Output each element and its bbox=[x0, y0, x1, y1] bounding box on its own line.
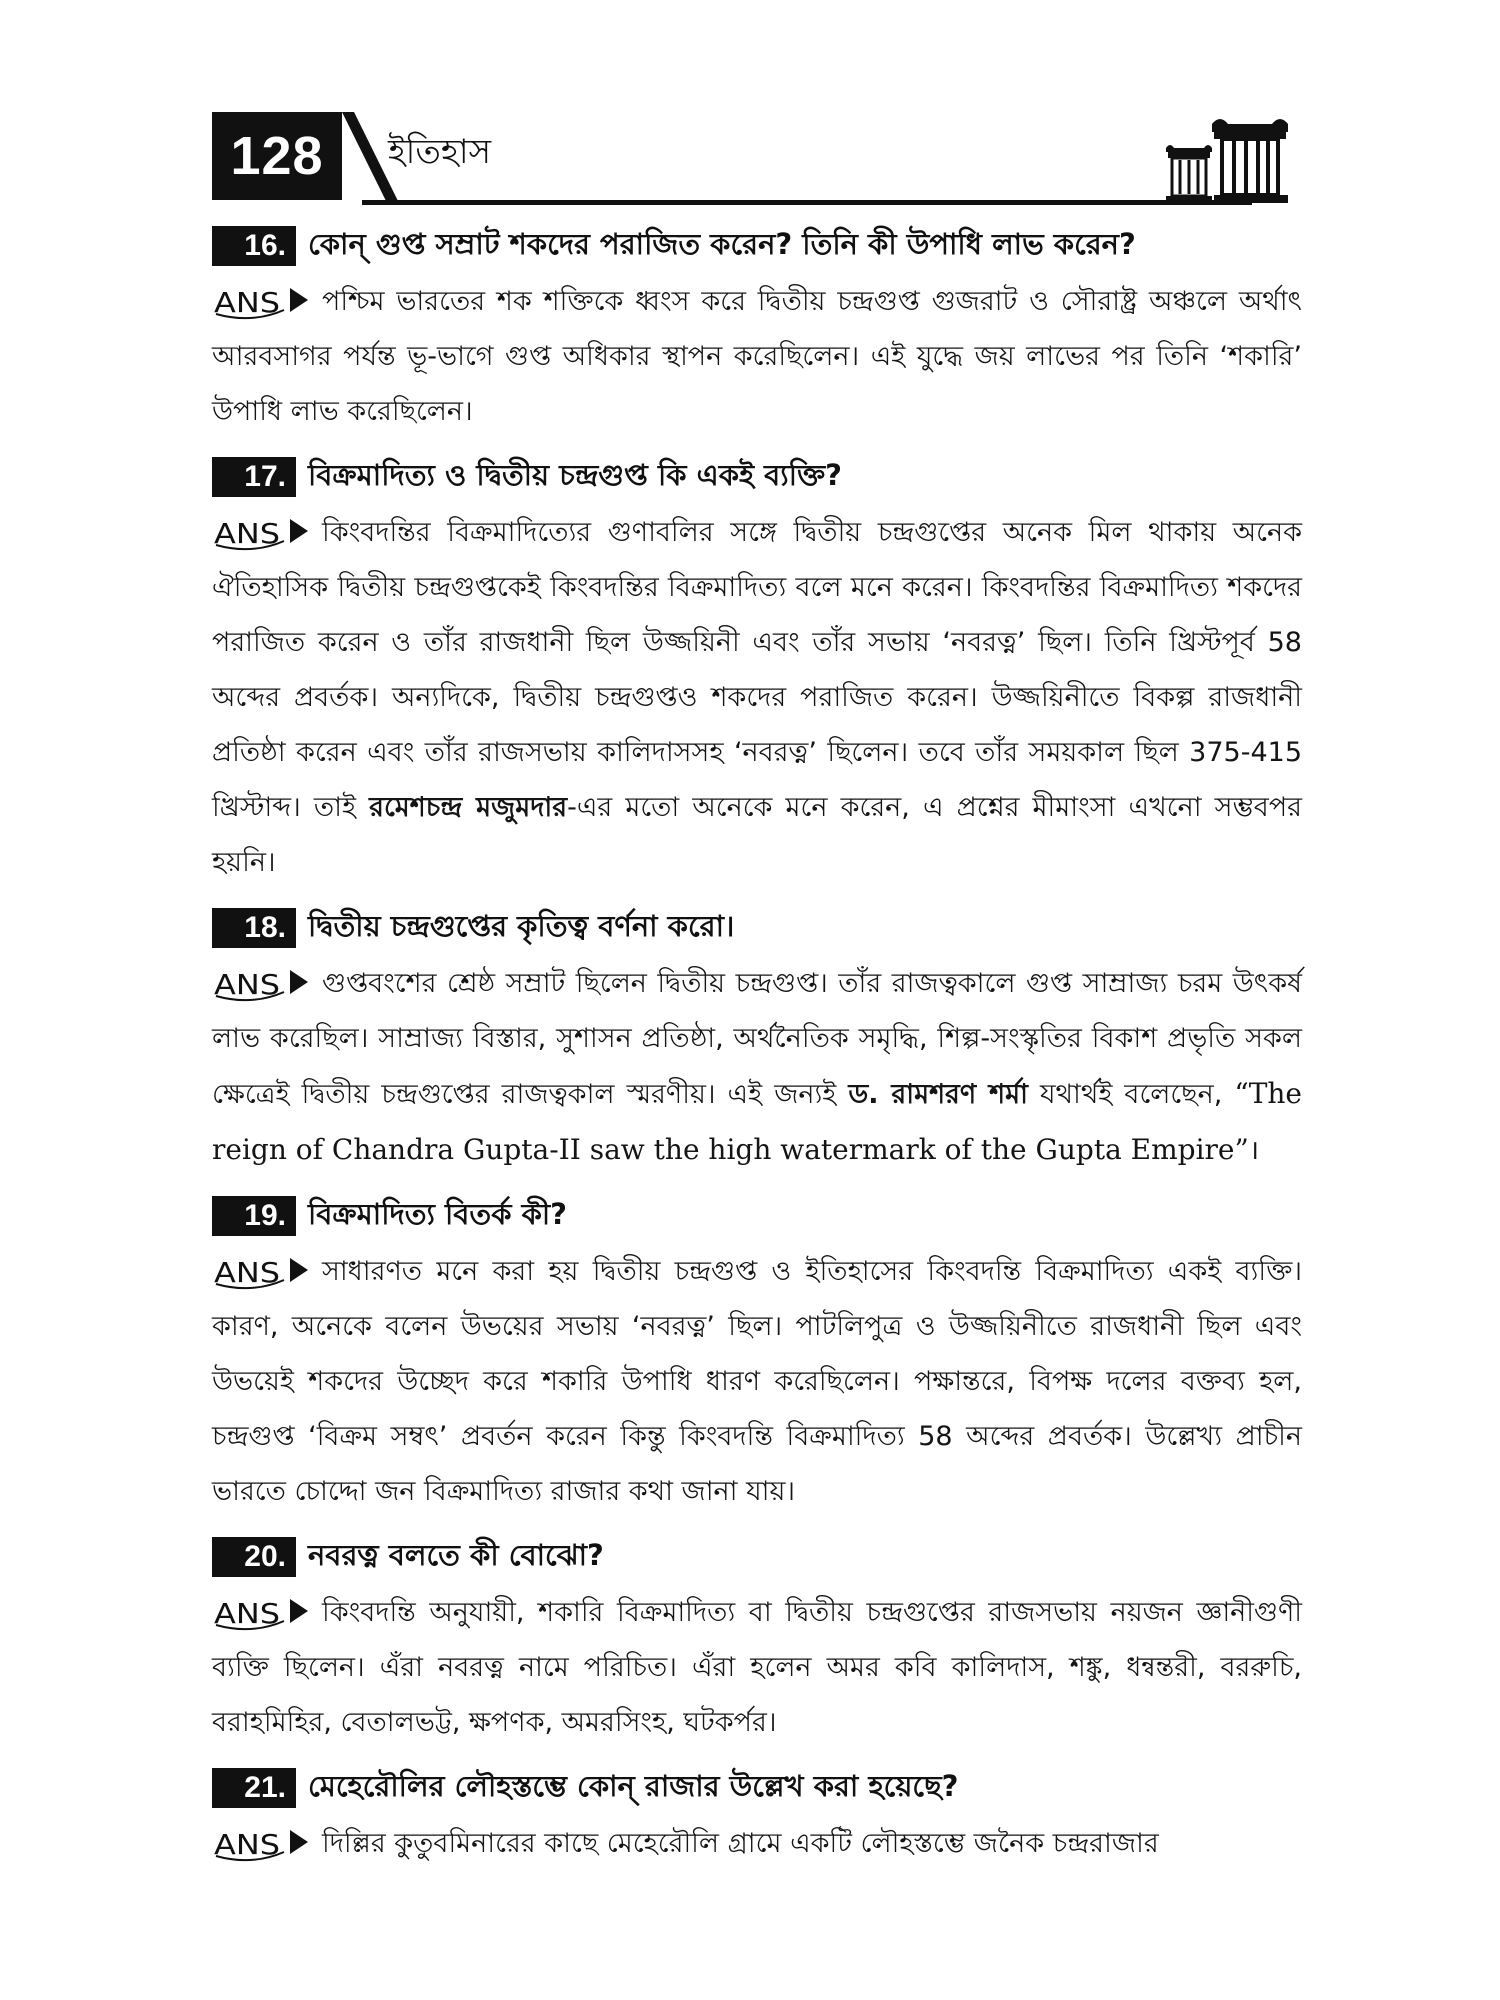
ans-label: ANS bbox=[214, 1827, 280, 1861]
question-row bbox=[212, 453, 1302, 501]
answer-text: দিল্লির কুতুবমিনারের কাছে মেহেরৌলি গ্রামে একটি লৌহস্তম্ভে জনৈক চন্দ্ররাজার bbox=[322, 1828, 1159, 1859]
qa-block bbox=[212, 904, 1302, 1178]
answer-text: গুপ্তবংশের শ্রেষ্ঠ সম্রাট ছিলেন দ্বিতীয় চন্দ্রগুপ্ত। তাঁর রাজত্বকালে গুপ্ত সাম্রাজ্য চরম উৎকর্ষ লাভ করেছিল। সাম্রাজ্য বিস্তার, সুশাসন প্রতিষ্ঠা, অর্থনৈতিক সমৃদ্ধি, শিল্প-সংস্কৃতির বিকাশ প্রভৃতি সকল ক্ষেত্রেই দ্বিতীয় চন্দ্রগুপ্তের রাজত্বকাল স্মরণীয়। এই জন্যই bbox=[212, 968, 1302, 1110]
ans-marker-icon bbox=[212, 511, 312, 551]
answer-paragraph bbox=[212, 956, 1302, 1178]
answer-text: কিংবদন্তি অনুযায়ী, শকারি বিক্রমাদিত্য বা দ্বিতীয় চন্দ্রগুপ্তের রাজসভায় নয়জন জ্ঞানীগুণী ব্যক্তি ছিলেন। এঁরা নবরত্ন নামে পরিচিত। এঁরা হলেন অমর কবি কালিদাস, শঙ্কু, ধন্বন্তরী, বররুচি, বরাহমিহির, বেতালভট্ট, ক্ষপণক, অমরসিংহ, ঘটকর্পর। bbox=[212, 1597, 1302, 1738]
qa-block bbox=[212, 1533, 1302, 1750]
ans-label: ANS bbox=[214, 967, 280, 1001]
answer-bold-text: ড. রামশরণ শর্মা bbox=[848, 1079, 1028, 1110]
ans-label: ANS bbox=[214, 516, 280, 550]
question-number-badge: 19. bbox=[212, 1196, 296, 1236]
question-row bbox=[212, 1533, 1302, 1581]
answer-paragraph bbox=[212, 1816, 1302, 1871]
question-number-badge: 20. bbox=[212, 1537, 296, 1577]
question-text: কোন্ গুপ্ত সম্রাট শকদের পরাজিত করেন? তিনি কী উপাধি লাভ করেন? bbox=[308, 226, 1136, 261]
answer-bold-text: রমেশচন্দ্র মজুমদার bbox=[369, 792, 568, 823]
question-number-badge: 17. bbox=[212, 457, 296, 497]
answer-paragraph bbox=[212, 505, 1302, 890]
ans-label: ANS bbox=[214, 285, 280, 319]
question-row bbox=[212, 904, 1302, 952]
question-number-badge: 18. bbox=[212, 908, 296, 948]
answer-text: কিংবদন্তির বিক্রমাদিত্যের গুণাবলির সঙ্গে দ্বিতীয় চন্দ্রগুপ্তের অনেক মিল থাকায় অনেক ঐতিহাসিক দ্বিতীয় চন্দ্রগুপ্তকেই কিংবদন্তির বিক্রমাদিত্য বলে মনে করেন। কিংবদন্তির বিক্রমাদিত্য শকদের পরাজিত করেন ও তাঁর রাজধানী ছিল উজ্জয়িনী এবং তাঁর সভায় ‘নবরত্ন’ ছিল। তিনি খ্রিস্টপূর্ব 58 অব্দের প্রবর্তক। অন্যদিকে, দ্বিতীয় চন্দ্রগুপ্তও শকদের পরাজিত করেন। উজ্জয়িনীতে বিকল্প রাজধানী প্রতিষ্ঠা করেন এবং তাঁর রাজসভায় কালিদাসসহ ‘নবরত্ন’ ছিলেন। তবে তাঁর সময়কাল ছিল 375-415 খ্রিস্টাব্দ। তাই bbox=[212, 517, 1302, 823]
section-title: ইতিহাস bbox=[388, 132, 492, 172]
question-number-badge: 16. bbox=[212, 226, 296, 266]
page-number: 128 bbox=[212, 112, 342, 200]
question-text: নবরত্ন বলতে কী বোঝো? bbox=[308, 1537, 604, 1572]
qa-content bbox=[212, 222, 1302, 1885]
answer-quote-text: “The reign of Chandra Gupta-II saw the high watermark of the Gupta Empire” bbox=[212, 1077, 1302, 1166]
qa-block bbox=[212, 453, 1302, 890]
ans-label: ANS bbox=[214, 1255, 280, 1289]
ans-marker-icon bbox=[212, 1591, 312, 1631]
question-row bbox=[212, 1764, 1302, 1812]
question-text: দ্বিতীয় চন্দ্রগুপ্তের কৃতিত্ব বর্ণনা করো। bbox=[308, 908, 735, 943]
header-rule bbox=[362, 200, 1252, 205]
answer-text: যথার্থই বলেছেন, bbox=[1027, 1079, 1235, 1110]
answer-text: পশ্চিম ভারতের শক শক্তিকে ধ্বংস করে দ্বিতীয় চন্দ্রগুপ্ত গুজরাট ও সৌরাষ্ট্র অঞ্চলে অর্থাৎ আরবসাগর পর্যন্ত ভূ-ভাগে গুপ্ত অধিকার স্থাপন করেছিলেন। এই যুদ্ধে জয় লাভের পর তিনি ‘শকারি’ উপাধি লাভ করেছিলেন। bbox=[212, 286, 1302, 427]
qa-block bbox=[212, 1192, 1302, 1519]
answer-text: । bbox=[1248, 1135, 1260, 1166]
page-header bbox=[212, 112, 1302, 212]
question-row bbox=[212, 1192, 1302, 1240]
answer-paragraph bbox=[212, 1244, 1302, 1519]
answer-paragraph bbox=[212, 1585, 1302, 1750]
answer-paragraph bbox=[212, 274, 1302, 439]
ans-label: ANS bbox=[214, 1596, 280, 1630]
question-text: বিক্রমাদিত্য বিতর্ক কী? bbox=[308, 1196, 567, 1231]
question-number-badge: 21. bbox=[212, 1768, 296, 1808]
question-text: মেহেরৌলির লৌহস্তম্ভে কোন্ রাজার উল্লেখ করা হয়েছে? bbox=[308, 1768, 959, 1803]
answer-text: সাধারণত মনে করা হয় দ্বিতীয় চন্দ্রগুপ্ত ও ইতিহাসের কিংবদন্তি বিক্রমাদিত্য একই ব্যক্তি। কারণ, অনেকে বলেন উভয়ের সভায় ‘নবরত্ন’ ছিল। পাটলিপুত্র ও উজ্জয়িনীতে রাজধানী ছিল এবং উভয়েই শকদের উচ্ছেদ করে শকারি উপাধি ধারণ করেছিলেন। পক্ষান্তরে, বিপক্ষ দলের বক্তব্য হল, চন্দ্রগুপ্ত ‘বিক্রম সম্বৎ’ প্রবর্তন করেন কিন্তু কিংবদন্তি বিক্রমাদিত্য 58 অব্দের প্রবর্তক। উল্লেখ্য প্রাচীন ভারতে চোদ্দো জন বিক্রমাদিত্য রাজার কথা জানা যায়। bbox=[212, 1256, 1302, 1507]
ans-marker-icon bbox=[212, 1250, 312, 1290]
pillar-icon bbox=[1162, 114, 1292, 206]
question-text: বিক্রমাদিত্য ও দ্বিতীয় চন্দ্রগুপ্ত কি একই ব্যক্তি? bbox=[308, 457, 843, 492]
ans-marker-icon bbox=[212, 1822, 312, 1862]
ans-marker-icon bbox=[212, 962, 312, 1002]
qa-block bbox=[212, 1764, 1302, 1871]
answer-text: -এর মতো অনেকে মনে করেন, এ প্রশ্নের মীমাংসা এখনো সম্ভবপর হয়নি। bbox=[212, 792, 1303, 878]
ans-marker-icon bbox=[212, 280, 312, 320]
question-row bbox=[212, 222, 1302, 270]
qa-block bbox=[212, 222, 1302, 439]
